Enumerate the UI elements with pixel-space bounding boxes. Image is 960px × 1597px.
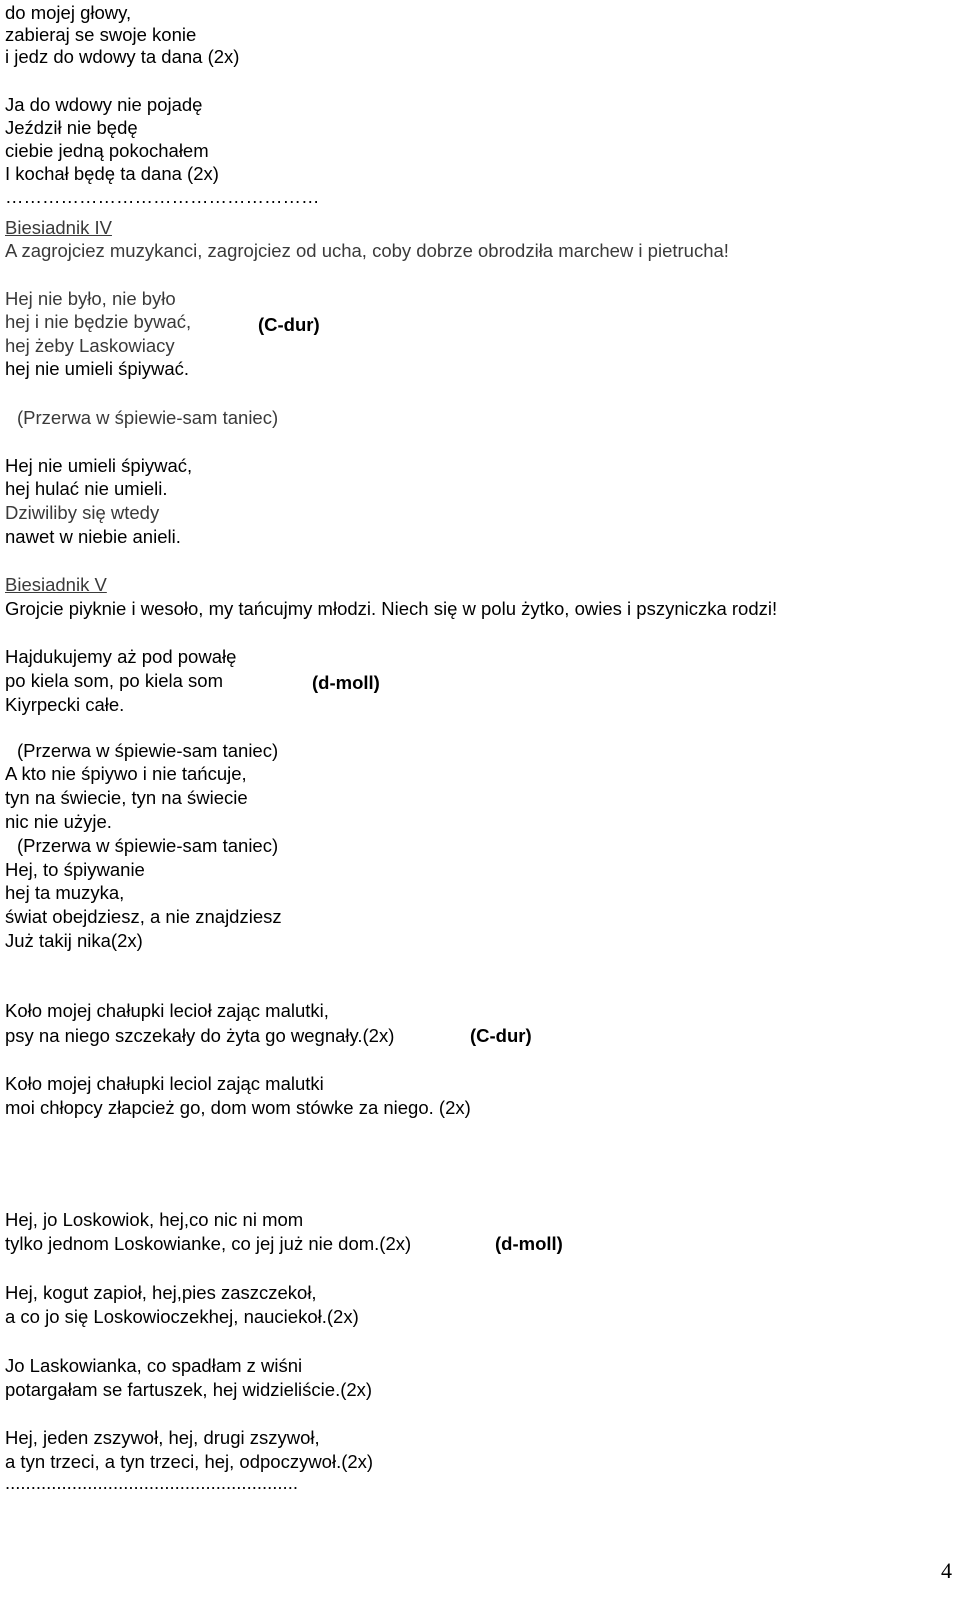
text-line: hej hulać nie umieli.	[5, 478, 168, 499]
separator-dots: ……………………………………………	[5, 186, 320, 207]
text-line: Koło mojej chałupki leciol zając malutki	[5, 1073, 324, 1094]
text-line: psy na niego szczekały do żyta go wegnały.(2x)	[5, 1025, 395, 1046]
text-line: Jo Laskowianka, co spadłam z wiśni	[5, 1355, 303, 1376]
text-line: po kiela som, po kiela som	[5, 670, 223, 691]
speaker-text: A zagrojciez muzykanci, zagrojciez od ucha, coby dobrze obrodziła marchew i pietrucha!	[5, 240, 729, 261]
text-line: I kochał będę ta dana (2x)	[5, 163, 219, 184]
key-label: (C-dur)	[258, 314, 320, 335]
text-line: hej nie umieli śpiywać.	[5, 358, 190, 379]
text-line: Hej, jeden zszywoł, hej, drugi zszywoł,	[5, 1427, 320, 1448]
text-line: nic nie użyje.	[5, 811, 112, 832]
interlude-note: (Przerwa w śpiewie-sam taniec)	[17, 835, 279, 856]
text-line: potargałam se fartuszek, hej widzieliście.(2x)	[5, 1379, 373, 1400]
text-line: Hej, jo Loskowiok, hej,co nic ni mom	[5, 1209, 304, 1230]
text-line: a co jo się Loskowioczekhej, nauciekoł.(2x)	[5, 1306, 359, 1327]
interlude-note: (Przerwa w śpiewie-sam taniec)	[17, 740, 279, 761]
text-line: Hej, to śpiywanie	[5, 859, 145, 880]
text-line: świat obejdziesz, a nie znajdziesz	[5, 906, 282, 927]
page-number: 4	[941, 1558, 952, 1583]
text-line: Kiyrpecki całe.	[5, 694, 125, 715]
key-label: (d-moll)	[495, 1233, 563, 1254]
text-line: Dziwiliby się wtedy	[5, 502, 160, 523]
text-line: ciebie jedną pokochałem	[5, 140, 209, 161]
text-line: moi chłopcy złapcież go, dom wom stówke za niego. (2x)	[5, 1097, 471, 1118]
text-line: a tyn trzeci, a tyn trzeci, hej, odpoczywoł.(2x)	[5, 1451, 374, 1472]
text-line: Hej nie umieli śpiywać,	[5, 455, 193, 476]
text-line: A kto nie śpiywo i nie tańcuje,	[5, 763, 247, 784]
text-line: tylko jednom Loskowianke, co jej już nie dom.(2x)	[5, 1233, 412, 1254]
text-line: i jedz do wdowy ta dana (2x)	[5, 46, 240, 67]
text-line: hej żeby Laskowiacy	[5, 335, 175, 356]
text-line: nawet w niebie anieli.	[5, 526, 181, 547]
speaker-heading: Biesiadnik IV	[5, 217, 112, 238]
text-line: Jeździł nie będę	[5, 117, 138, 138]
text-line: Ja do wdowy nie pojadę	[5, 94, 203, 115]
text-line: Już takij nika(2x)	[5, 930, 143, 951]
text-line: hej i nie będzie bywać,	[5, 311, 192, 332]
text-line: Hajdukujemy aż pod powałę	[5, 646, 237, 667]
text-line: Hej, kogut zapioł, hej,pies zaszczekoł,	[5, 1282, 317, 1303]
key-label: (C-dur)	[470, 1025, 532, 1046]
key-label: (d-moll)	[312, 672, 380, 693]
text-line: zabieraj se swoje konie	[5, 24, 197, 45]
speaker-text: Grojcie piyknie i wesoło, my tańcujmy młodzi. Niech się w polu żytko, owies i pszyniczka rodzi!	[5, 598, 778, 619]
text-line: Hej nie było, nie było	[5, 288, 176, 309]
speaker-heading: Biesiadnik V	[5, 574, 107, 595]
text-line: Koło mojej chałupki lecioł zając malutki,	[5, 1000, 329, 1021]
text-line: do mojej głowy,	[5, 2, 132, 23]
separator-dots: .........................................................	[5, 1472, 298, 1493]
text-line: tyn na świecie, tyn na świecie	[5, 787, 248, 808]
text-line: hej ta muzyka,	[5, 882, 125, 903]
interlude-note: (Przerwa w śpiewie-sam taniec)	[17, 407, 279, 428]
